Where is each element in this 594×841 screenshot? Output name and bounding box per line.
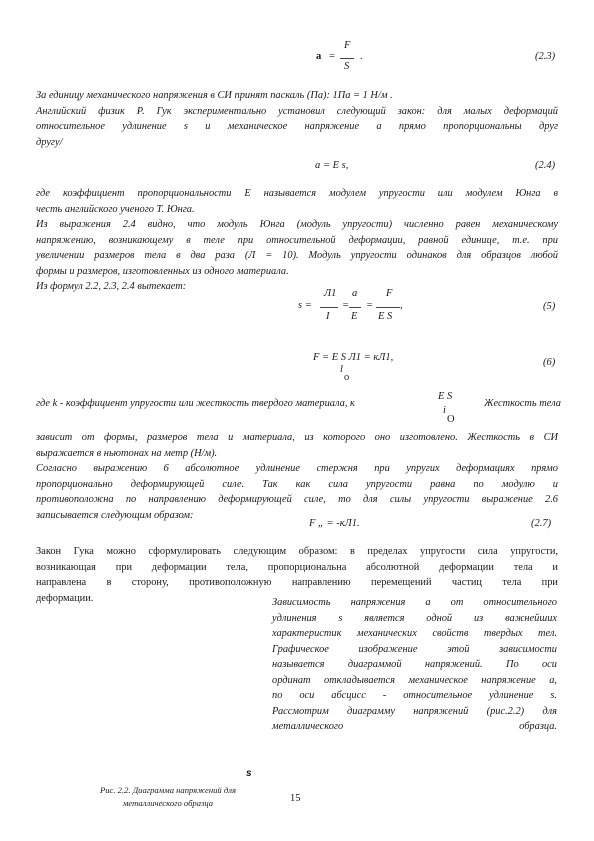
paragraph-si-unit bbox=[36, 88, 558, 150]
eq5-frac2-num: а bbox=[352, 288, 358, 299]
text-line: Закон Гука можно сформулировать следующим образом: в пределах упругости сила упругости, bbox=[36, 546, 558, 557]
eq5-frac3-num: F bbox=[386, 288, 393, 299]
stiffness-frac-sub: О bbox=[447, 414, 455, 425]
text-line: увеличении размеров тела в два раза (Л = 10). Модуль упругости одинаков для образцов любой bbox=[36, 250, 558, 261]
eq5-frac2-bar bbox=[349, 307, 361, 308]
text-line: формы и размеров, изготовленных из одного материала. bbox=[36, 265, 289, 277]
caption-line: металлического образца bbox=[122, 798, 214, 808]
text-line: напряжению, возникающему в теле при относительной деформации, равной единице, т.е. при bbox=[36, 234, 558, 246]
text-line: Зависимость напряжения а от относительного bbox=[272, 597, 557, 608]
text-line: удлинения s является одной из важнейших bbox=[272, 612, 557, 624]
equation-5 bbox=[298, 288, 418, 328]
figure-axis-label: s bbox=[246, 768, 252, 779]
equation-6 bbox=[313, 352, 453, 386]
stiffness-frac-num: E S bbox=[438, 391, 453, 402]
eq5-frac2-den: Е bbox=[351, 311, 358, 322]
eq23-number: (2.3) bbox=[535, 51, 556, 62]
caption-line: Рис. 2.2. Диаграмма напряжений для bbox=[100, 785, 236, 795]
text-line: другу/ bbox=[36, 136, 63, 148]
text-line: где коэффициент пропорциональности Е называется модулем упругости или модулем Юнга в bbox=[36, 188, 558, 199]
text-line: направлена в сторону, противоположную направлению перемещений частиц тела при bbox=[36, 577, 558, 588]
equation-2-3 bbox=[316, 40, 376, 76]
paragraph-young-modulus bbox=[36, 186, 558, 295]
eq5-number: (5) bbox=[543, 301, 556, 312]
text-line: противоположна по направлению деформирующей силе, то для силы упругости выражение 2.6 bbox=[36, 494, 558, 505]
paragraph-stress-diagram bbox=[272, 595, 557, 735]
text-line: Рассмотрим диаграмму напряжений (рис.2.2) для bbox=[272, 705, 557, 717]
stiffness-frac-den: i bbox=[443, 405, 446, 416]
eq23-equals: = bbox=[329, 51, 335, 62]
eq24-number: (2.4) bbox=[535, 160, 556, 171]
text-line: деформации. bbox=[36, 592, 94, 604]
eq27-number: (2.7) bbox=[531, 518, 552, 529]
text-line: пропорционально деформирующей силе. Так как сила упругости равна по модулю и bbox=[36, 478, 558, 490]
eq23-numerator: F bbox=[344, 40, 351, 51]
eq5-frac3-bar bbox=[376, 307, 400, 308]
figure-caption bbox=[82, 784, 254, 810]
text-line: Графическое изображение этой зависимости bbox=[272, 643, 557, 655]
eq5-lhs: s = bbox=[298, 300, 312, 311]
eq23-dot: . bbox=[360, 51, 363, 62]
eq6-body: F = E S Л1 = кЛ1, bbox=[313, 352, 394, 363]
text-line: возникающая при деформации тела, пропорциональна абсолютной деформации тела и bbox=[36, 561, 558, 573]
equation-2-7: F „ = -кЛ1. bbox=[309, 518, 360, 529]
text-line: Согласно выражению 6 абсолютное удлинение стержня при упругих деформациях прямо bbox=[36, 463, 558, 474]
eq23-denominator: S bbox=[344, 61, 350, 72]
paragraph-stiffness bbox=[36, 430, 558, 523]
eq6-subscript: l bbox=[340, 364, 343, 375]
stiffness-fraction bbox=[436, 391, 466, 429]
eq6-number: (6) bbox=[543, 357, 556, 368]
eq5-comma: , bbox=[400, 300, 403, 311]
text-line: металлического образца. bbox=[272, 721, 557, 732]
text-line: честь английского ученого Т. Юнга. bbox=[36, 203, 195, 215]
eq5-equals-1: = bbox=[342, 300, 350, 311]
eq23-fraction-bar bbox=[340, 58, 354, 59]
text-line: За единицу механического напряжения в СИ принят паскаль (Па): 1Па = 1 Н/м . bbox=[36, 90, 393, 101]
text-line: ординат откладывается механическое напряжение а, bbox=[272, 674, 557, 686]
page-number: 15 bbox=[290, 793, 301, 804]
text-line: Из формул 2.2, 2.3, 2.4 вытекает: bbox=[36, 281, 187, 292]
text-line: зависит от формы, размеров тела и материала, из которого оно изготовлено. Жесткость в СИ bbox=[36, 432, 558, 443]
eq23-lhs: а bbox=[316, 51, 322, 62]
eq5-frac3-den: E S bbox=[378, 311, 393, 322]
equation-2-4: а = Е s, bbox=[315, 160, 349, 171]
paragraph-stiffness-line1: где k - коэффициент упругости или жесткость твердого материала, к bbox=[36, 398, 355, 409]
text-line: по оси абсцисс - относительное удлинение s. bbox=[272, 690, 557, 701]
text-line: выражается в ньютонах на метр (Н/м). bbox=[36, 447, 218, 459]
eq6-subsubscript: о bbox=[344, 372, 350, 383]
eq5-frac1-den: I bbox=[326, 311, 330, 322]
text-line: относительное удлинение s и механическое напряжение а прямо пропорциональны друг bbox=[36, 121, 558, 132]
text-line: записывается следующим образом: bbox=[36, 509, 194, 521]
text-line: характеристик механических свойств твердых тел. bbox=[272, 628, 557, 639]
eq5-frac1-bar bbox=[320, 307, 338, 308]
text-line: называется диаграммой напряжений. По оси bbox=[272, 659, 557, 670]
text-line: Из выражения 2.4 видно, что модуль Юнга (модуль упругости) численно равен механическому bbox=[36, 219, 558, 230]
eq5-frac1-num: Л1 bbox=[324, 288, 337, 299]
text-line: Английский физик Р. Гук экспериментально установил следующий закон: для малых деформаций bbox=[36, 105, 558, 117]
eq5-equals-2: = bbox=[366, 300, 374, 311]
paragraph-stiffness-line1-end: Жесткость тела bbox=[484, 398, 561, 409]
